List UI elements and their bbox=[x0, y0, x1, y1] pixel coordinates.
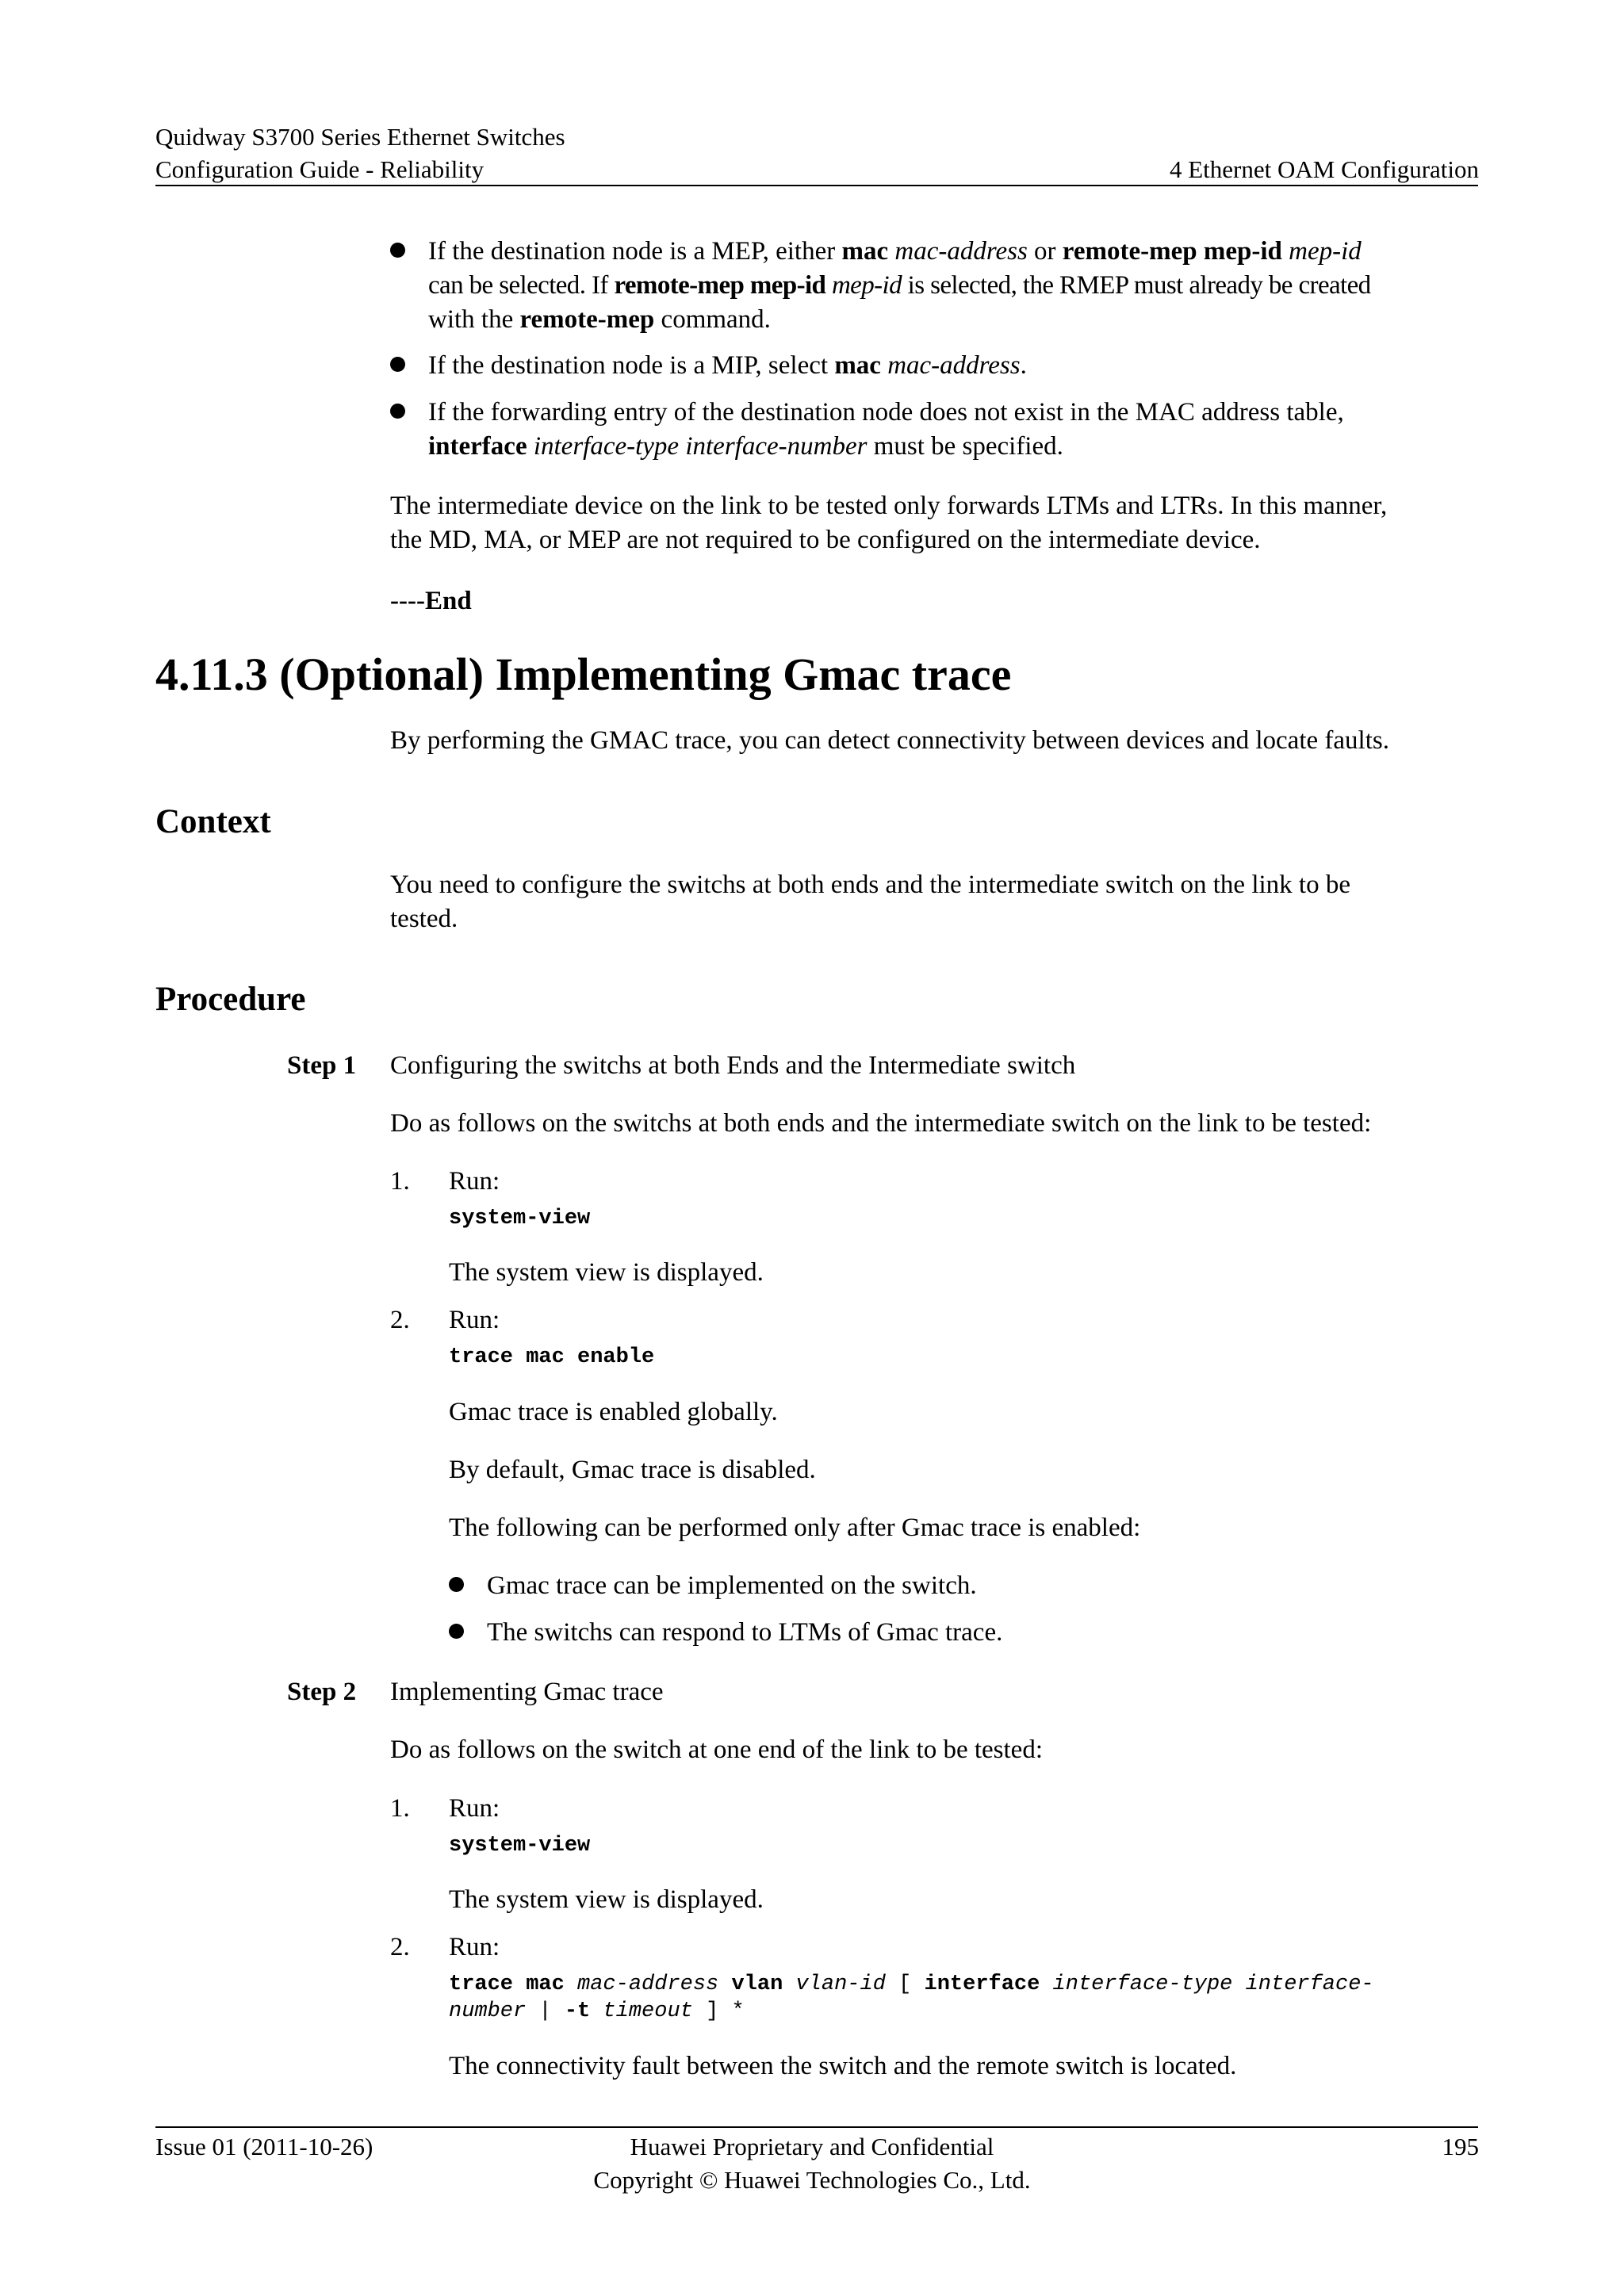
header-rule bbox=[155, 185, 1478, 186]
procedure-heading: Procedure bbox=[155, 981, 306, 1018]
step2-item1-number: 1. bbox=[390, 1794, 410, 1823]
bullet-mip: If the destination node is a MIP, select mac mac-address. bbox=[428, 351, 1027, 380]
step2-item2-command-line1: trace mac mac-address vlan vlan-id [ interface interface-type interface- bbox=[449, 1973, 1374, 1996]
step1-item1-result: The system view is displayed. bbox=[449, 1258, 764, 1287]
step1-item2-number: 2. bbox=[390, 1306, 410, 1334]
step2-item2-run: Run: bbox=[449, 1933, 500, 1961]
step1-bullet1: Gmac trace can be implemented on the switch. bbox=[487, 1571, 977, 1600]
header-product: Quidway S3700 Series Ethernet Switches bbox=[155, 123, 565, 151]
header-guide: Configuration Guide - Reliability bbox=[155, 155, 485, 183]
section-title: 4.11.3 (Optional) Implementing Gmac trace bbox=[155, 649, 1012, 700]
bullet-icon bbox=[390, 357, 405, 372]
step1-item1-run: Run: bbox=[449, 1167, 500, 1196]
bullet-icon bbox=[390, 404, 405, 419]
step1-desc: Do as follows on the switchs at both ends and the intermediate switch on the link to be tested: bbox=[390, 1109, 1372, 1138]
bullet-forwarding-line2: interface interface-type interface-number must be specified. bbox=[428, 432, 1063, 461]
bullet-mep-line2: can be selected. If remote-mep mep-id mep-id is selected, the RMEP must already be created bbox=[428, 271, 1371, 300]
context-line1: You need to configure the switchs at both ends and the intermediate switch on the link to be bbox=[390, 871, 1350, 899]
step1-item2-command: trace mac enable bbox=[449, 1345, 655, 1369]
footer-copyright: Copyright © Huawei Technologies Co., Ltd. bbox=[593, 2166, 1031, 2194]
step1-title: Configuring the switchs at both Ends and the Intermediate switch bbox=[390, 1051, 1076, 1080]
step1-item2-result2: By default, Gmac trace is disabled. bbox=[449, 1456, 816, 1484]
header-chapter: 4 Ethernet OAM Configuration bbox=[1169, 155, 1479, 183]
step2-item2-number: 2. bbox=[390, 1933, 410, 1961]
bullet-mep-line3: with the remote-mep command. bbox=[428, 305, 771, 334]
step2-item1-command: system-view bbox=[449, 1834, 591, 1858]
context-heading: Context bbox=[155, 803, 271, 840]
bullet-mep-line1: If the destination node is a MEP, either mac mac-address or remote-mep mep-id mep-id bbox=[428, 237, 1362, 266]
step1-item2-result1: Gmac trace is enabled globally. bbox=[449, 1398, 778, 1426]
step1-label: Step 1 bbox=[287, 1051, 357, 1080]
end-marker: ----End bbox=[390, 587, 472, 615]
step1-bullet2: The switchs can respond to LTMs of Gmac trace. bbox=[487, 1618, 1003, 1647]
step1-item1-command: system-view bbox=[449, 1207, 591, 1230]
bullet-forwarding-line1: If the forwarding entry of the destination node does not exist in the MAC address table, bbox=[428, 398, 1344, 427]
step2-item1-result: The system view is displayed. bbox=[449, 1885, 764, 1914]
bullet-icon bbox=[390, 243, 405, 258]
step2-item1-run: Run: bbox=[449, 1794, 500, 1823]
section-intro: By performing the GMAC trace, you can detect connectivity between devices and locate faults. bbox=[390, 726, 1389, 755]
context-line2: tested. bbox=[390, 905, 458, 933]
step2-desc: Do as follows on the switch at one end of the link to be tested: bbox=[390, 1735, 1044, 1764]
footer-page-number: 195 bbox=[1442, 2133, 1479, 2160]
footer-confidential: Huawei Proprietary and Confidential bbox=[630, 2133, 994, 2160]
step2-item2-command-line2: number | -t timeout ] * bbox=[449, 1999, 745, 2023]
footer-issue: Issue 01 (2011-10-26) bbox=[155, 2133, 373, 2160]
step1-item2-run: Run: bbox=[449, 1306, 500, 1334]
step2-label: Step 2 bbox=[287, 1678, 357, 1706]
bullet-icon bbox=[449, 1624, 464, 1639]
step2-title: Implementing Gmac trace bbox=[390, 1678, 664, 1706]
bullet-icon bbox=[449, 1577, 464, 1592]
step1-item1-number: 1. bbox=[390, 1167, 410, 1196]
step2-item2-result: The connectivity fault between the switch and the remote switch is located. bbox=[449, 2052, 1237, 2080]
footer-rule bbox=[155, 2126, 1478, 2128]
step1-item2-result3: The following can be performed only after Gmac trace is enabled: bbox=[449, 1513, 1141, 1542]
para-intermediate-line1: The intermediate device on the link to be tested only forwards LTMs and LTRs. In this manner, bbox=[390, 492, 1388, 520]
para-intermediate-line2: the MD, MA, or MEP are not required to be configured on the intermediate device. bbox=[390, 526, 1261, 554]
